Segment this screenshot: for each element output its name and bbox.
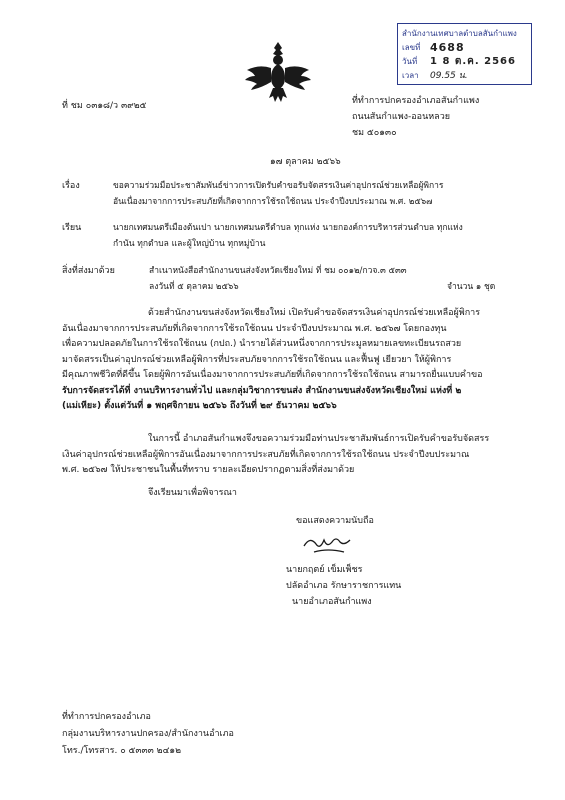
- stamp-time-label: เวลา: [402, 70, 419, 80]
- para2-line: พ.ศ. ๒๕๖๗ ให้ประชาชนในพื้นที่ทราบ รายละเอียดปรากฏตามสิ่งที่ส่งมาด้วย: [62, 465, 355, 475]
- para1-line: เพื่อความปลอดภัยในการใช้รถใช้ถนน (กปถ.) นำรายได้ส่วนหนึ่งจากการประมูลหมายเลขทะเบียนรถสวย: [62, 339, 462, 349]
- document-number: ที่ ชม ๐๓๑๘/ว ๓๙๒๕: [62, 101, 147, 111]
- para1-line: อันเนื่องมาจากการประสบภัยที่เกิดจากการใช้รถใช้ถนน ประจำปีงบประมาณ พ.ศ. ๒๕๖๗ โดยกองทุน: [62, 323, 447, 334]
- subject-label: เรื่อง: [62, 181, 80, 191]
- signer-title-1: ปลัดอำเภอ รักษาราชการแทน: [286, 581, 402, 591]
- stamp-date-label: วันที่: [402, 56, 418, 66]
- footer-line-2: กลุ่มงานบริหารงานปกครอง/สำนักงานอำเภอ: [62, 729, 234, 739]
- stamp-time: 09.55 น.: [430, 71, 468, 81]
- sender-line-1: ที่ทำการปกครองอำเภอสันกำแพง: [352, 96, 480, 106]
- signer-name: นายกฤตย์ เข็มเพ็ชร: [286, 565, 363, 575]
- stamp-date: 1 8 ต.ค. 2566: [430, 55, 516, 67]
- enclosure-text: สำเนาหนังสือสำนักงานขนส่งจังหวัดเชียงใหม่ ที่ ชม ๐๐๑๒/กวจ.๓ ๕๓๓: [149, 266, 407, 276]
- garuda-emblem: [243, 38, 313, 108]
- to-line-2: กำนัน ทุกตำบล และผู้ใหญ่บ้าน ทุกหมู่บ้าน: [113, 239, 266, 249]
- document-date: ๑๗ ตุลาคม ๒๕๖๖: [270, 157, 341, 167]
- received-stamp: [397, 23, 532, 85]
- para1-line: มีคุณภาพชีวิตที่ดีขึ้น โดยผู้พิการอันเนื่องมาจากการประสบภัยที่เกิดจากการใช้รถใช้ถนน สามารถยื่นแบบคำขอ: [62, 370, 483, 380]
- to-line-1: นายกเทศมนตรีเมืองต้นเปา นายกเทศมนตรีตำบล ทุกแห่ง นายกองค์การบริหารส่วนตำบล ทุกแห่ง: [113, 223, 463, 233]
- signer-title-2: นายอำเภอสันกำแพง: [292, 597, 372, 607]
- signature: [300, 530, 360, 560]
- enclosure-qty: จำนวน ๑ ชุด: [447, 282, 496, 292]
- regards-line: ขอแสดงความนับถือ: [296, 516, 374, 526]
- enclosure-date: ลงวันที่ ๕ ตุลาคม ๒๕๖๖: [149, 282, 239, 292]
- para2-line: เงินค่าอุปกรณ์ช่วยเหลือผู้พิการอันเนื่องมาจากการประสบภัยที่เกิดจากการใช้รถใช้ถนน ประจำปีงบประมาณ: [62, 449, 470, 460]
- footer-line-1: ที่ทำการปกครองอำเภอ: [62, 712, 151, 722]
- stamp-number-label: เลขที่: [402, 42, 421, 52]
- enclosure-label: สิ่งที่ส่งมาด้วย: [62, 266, 115, 276]
- para1-line: มาจัดสรรเป็นค่าอุปกรณ์ช่วยเหลือผู้พิการที่ประสบภัยจากการใช้รถใช้ถนน และฟื้นฟู เยียวยา ให้ผู้พิการ: [62, 354, 452, 365]
- subject-line-2: อันเนื่องมาจากการประสบภัยที่เกิดจากการใช้รถใช้ถนน ประจำปีงบประมาณ พ.ศ. ๒๕๖๗: [113, 197, 433, 207]
- footer-line-3: โทร./โทรสาร. ๐ ๕๓๓๓ ๒๔๑๒: [62, 746, 182, 756]
- subject-line-1: ขอความร่วมมือประชาสัมพันธ์ข่าวการเปิดรับคำขอรับจัดสรรเงินค่าอุปกรณ์ช่วยเหลือผู้พิการ: [113, 181, 444, 191]
- to-label: เรียน: [62, 223, 82, 233]
- para2-line: ในการนี้ อำเภอสันกำแพงจึงขอความร่วมมือท่านประชาสัมพันธ์การเปิดรับคำขอรับจัดสรร: [148, 434, 490, 444]
- stamp-number: 4688: [430, 40, 465, 54]
- para1-line: รับการจัดสรรได้ที่ งานบริหารงานทั่วไป และกลุ่มวิชาการขนส่ง สำนักงานขนส่งจังหวัดเชียงใหม่ แห่งที่ ๒: [62, 385, 462, 396]
- sender-line-2: ถนนสันกำแพง-ออนหลวย: [352, 112, 451, 122]
- para1-line: (แม่เหียะ) ตั้งแต่วันที่ ๑ พฤศจิกายน ๒๕๖๖ ถึงวันที่ ๒๙ ธันวาคม ๒๕๖๖: [62, 401, 337, 411]
- stamp-office: สำนักงานเทศบาลตำบลสันกำแพง: [402, 28, 517, 38]
- closing-line: จึงเรียนมาเพื่อพิจารณา: [148, 488, 237, 498]
- paragraph-2: [62, 432, 522, 479]
- para1-line: ด้วยสำนักงานขนส่งจังหวัดเชียงใหม่ เปิดรับคำขอจัดสรรเงินค่าอุปกรณ์ช่วยเหลือผู้พิการ: [148, 308, 481, 318]
- paragraph-1: [62, 306, 522, 415]
- sender-line-3: ชม ๕๐๑๓๐: [352, 128, 397, 138]
